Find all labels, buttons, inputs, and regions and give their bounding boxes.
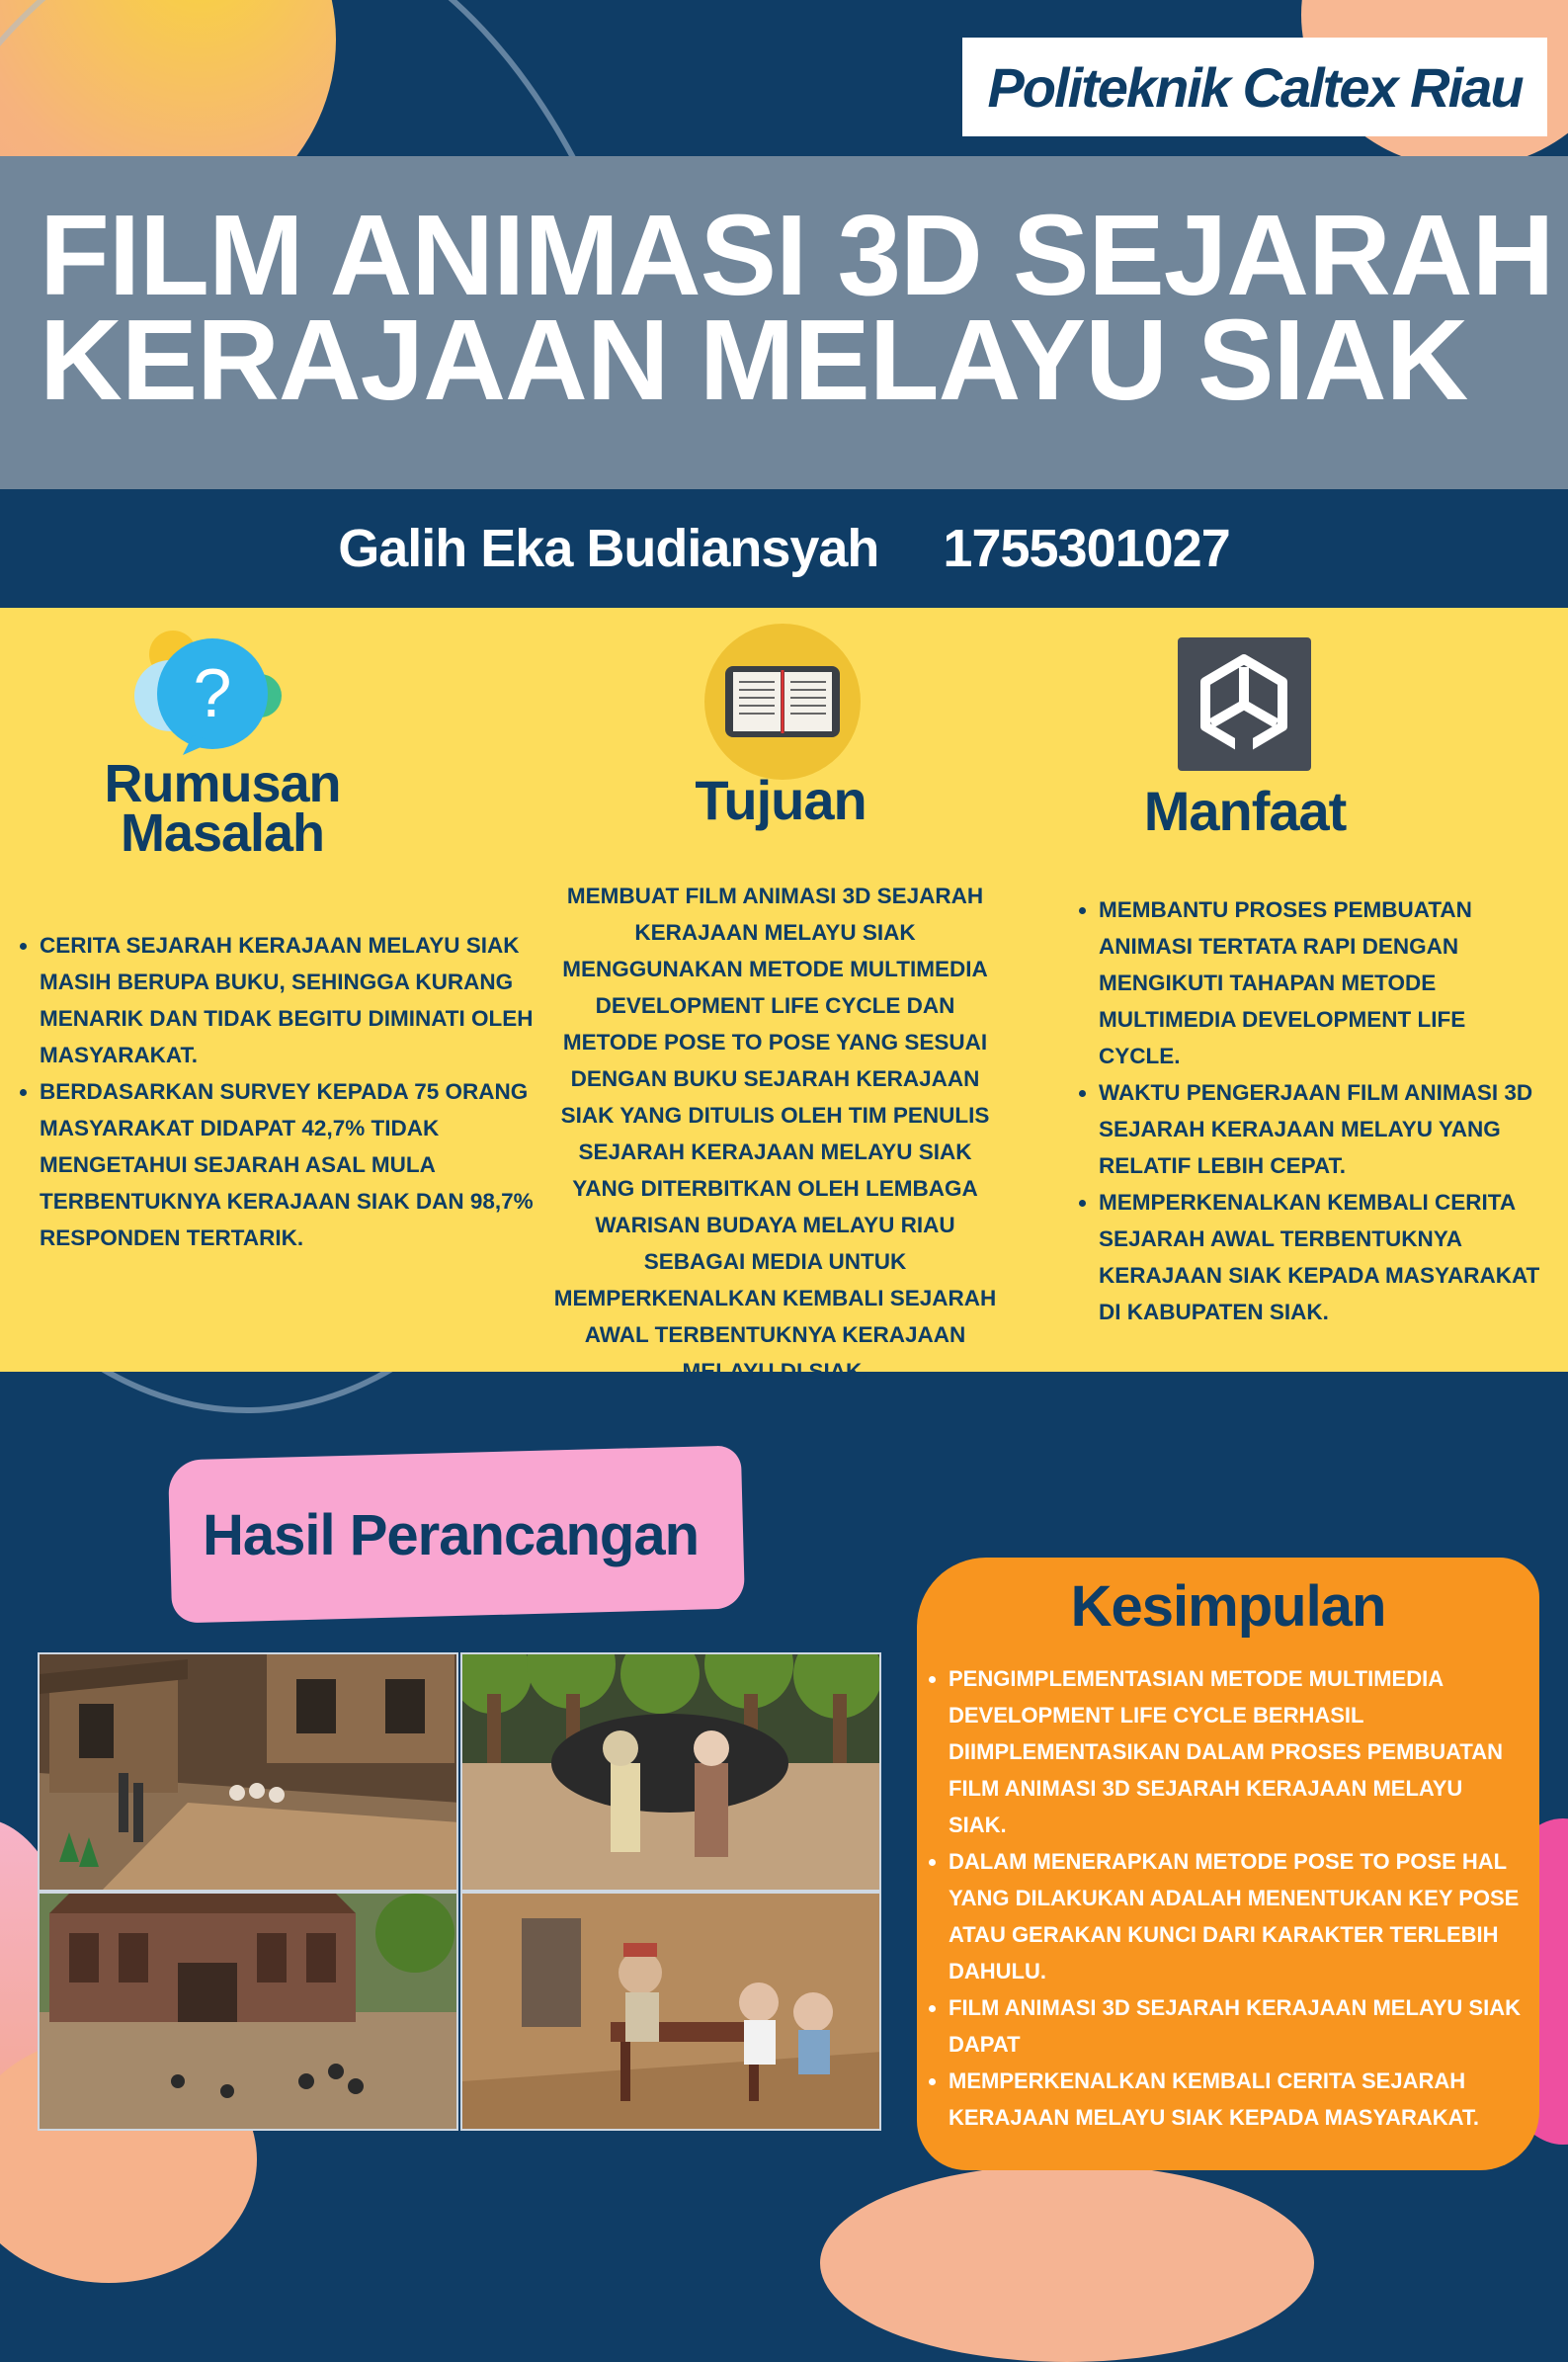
scene-thumbnail-village	[38, 1652, 458, 1892]
scene-thumbnail-palace	[38, 1892, 458, 2131]
rumusan-heading	[59, 754, 385, 863]
manfaat-item-1: • MEMBANTU PROSES PEMBUATAN ANIMASI TERTATA RAPI DENGAN MENGIKUTI TAHAPAN METODE MULTIMEDIA DEVELOPMENT LIFE CYCLE.	[1099, 891, 1551, 1074]
tujuan-heading-wrap	[632, 771, 929, 830]
author-id: 1755301027	[943, 519, 1230, 578]
author-band	[0, 489, 1568, 608]
hasil-heading: Hasil Perancangan	[203, 1503, 699, 1567]
manfaat-item-3: • MEMPERKENALKAN KEMBALI CERITA SEJARAH AWAL TERBENTUKNYA KERAJAAN SIAK KEPADA MASYARAKAT DI KABUPATEN SIAK.	[1099, 1184, 1551, 1330]
manfaat-heading: Manfaat	[1143, 780, 1347, 842]
manfaat-heading-wrap	[1097, 781, 1393, 842]
rumusan-heading-line-2: Masalah	[120, 803, 325, 863]
kesimpulan-item-1: • PENGIMPLEMENTASIAN METODE MULTIMEDIA DEVELOPMENT LIFE CYCLE BERHASIL DIIMPLEMENTASIKAN DALAM PROSES PEMBUATAN FILM ANIMASI 3D SEJARAH KERAJAAN MELAYU SIAK.	[949, 1660, 1525, 1843]
poster-title	[40, 191, 1554, 424]
kesimpulan-item-4: • MEMPERKENALKAN KEMBALI CERITA SEJARAH KERAJAAN MELAYU SIAK KEPADA MASYARAKAT.	[949, 2063, 1525, 2136]
tujuan-heading: Tujuan	[695, 769, 867, 831]
kesimpulan-item-3: • FILM ANIMASI 3D SEJARAH KERAJAAN MELAYU SIAK DAPAT	[949, 1989, 1525, 2063]
decorative-blob-bottom-right	[820, 2164, 1314, 2362]
kesimpulan-list	[927, 1660, 1525, 2136]
institution-logo	[962, 38, 1547, 136]
question-bubble-icon	[124, 625, 291, 758]
rumusan-item-2: • BERDASARKAN SURVEY KEPADA 75 ORANG MASYARAKAT DIDAPAT 42,7% TIDAK MENGETAHUI SEJARAH ASAL MULA TERBENTUKNYA KERAJAAN SIAK DAN 98,7% RESPONDEN TERTARIK.	[40, 1073, 541, 1256]
kesimpulan-item-2: • DALAM MENERAPKAN METODE POSE TO POSE HAL YANG DILAKUKAN ADALAH MENENTUKAN KEY POSE ATAU GERAKAN KUNCI DARI KARAKTER TERLEBIH DAHULU.	[949, 1843, 1525, 1989]
manfaat-item-2: • WAKTU PENGERJAAN FILM ANIMASI 3D SEJARAH KERAJAAN MELAYU YANG RELATIF LEBIH CEPAT.	[1099, 1074, 1551, 1184]
scene-thumbnail-forest	[460, 1652, 881, 1892]
author-name: Galih Eka Budiansyah	[338, 519, 879, 578]
manfaat-list	[1077, 891, 1551, 1330]
rumusan-list	[18, 927, 541, 1256]
rumusan-heading-line-1: Rumusan	[104, 754, 341, 813]
unity-logo-icon	[1178, 637, 1311, 771]
title-line-2: KERAJAAN MELAYU SIAK	[40, 295, 1468, 424]
rumusan-item-1: • CERITA SEJARAH KERAJAAN MELAYU SIAK MASIH BERUPA BUKU, SEHINGGA KURANG MENARIK DAN TIDAK BEGITU DIMINATI OLEH MASYARAKAT.	[40, 927, 541, 1073]
logo-text: Politeknik Caltex Riau	[987, 55, 1523, 119]
title-line-1: FILM ANIMASI 3D SEJARAH	[40, 191, 1554, 319]
svg-text:?: ?	[193, 654, 232, 731]
kesimpulan-heading: Kesimpulan	[1070, 1574, 1386, 1639]
scene-thumbnail-meeting	[460, 1892, 881, 2131]
tujuan-text: MEMBUAT FILM ANIMASI 3D SEJARAH KERAJAAN MELAYU SIAK MENGGUNAKAN METODE MULTIMEDIA DEVELOPMENT LIFE CYCLE DAN METODE POSE TO POSE YANG SESUAI DENGAN BUKU SEJARAH KERAJAAN SIAK YANG DITULIS OLEH TIM PENULIS SEJARAH KERAJAAN MELAYU SIAK YANG DITERBITKAN OLEH LEMBAGA WARISAN BUDAYA MELAYU RIAU SEBAGAI MEDIA UNTUK MEMPERKENALKAN KEMBALI SEJARAH AWAL TERBENTUKNYA KERAJAAN MELAYU DI SIAK.	[553, 884, 997, 1384]
open-book-icon	[703, 623, 862, 781]
